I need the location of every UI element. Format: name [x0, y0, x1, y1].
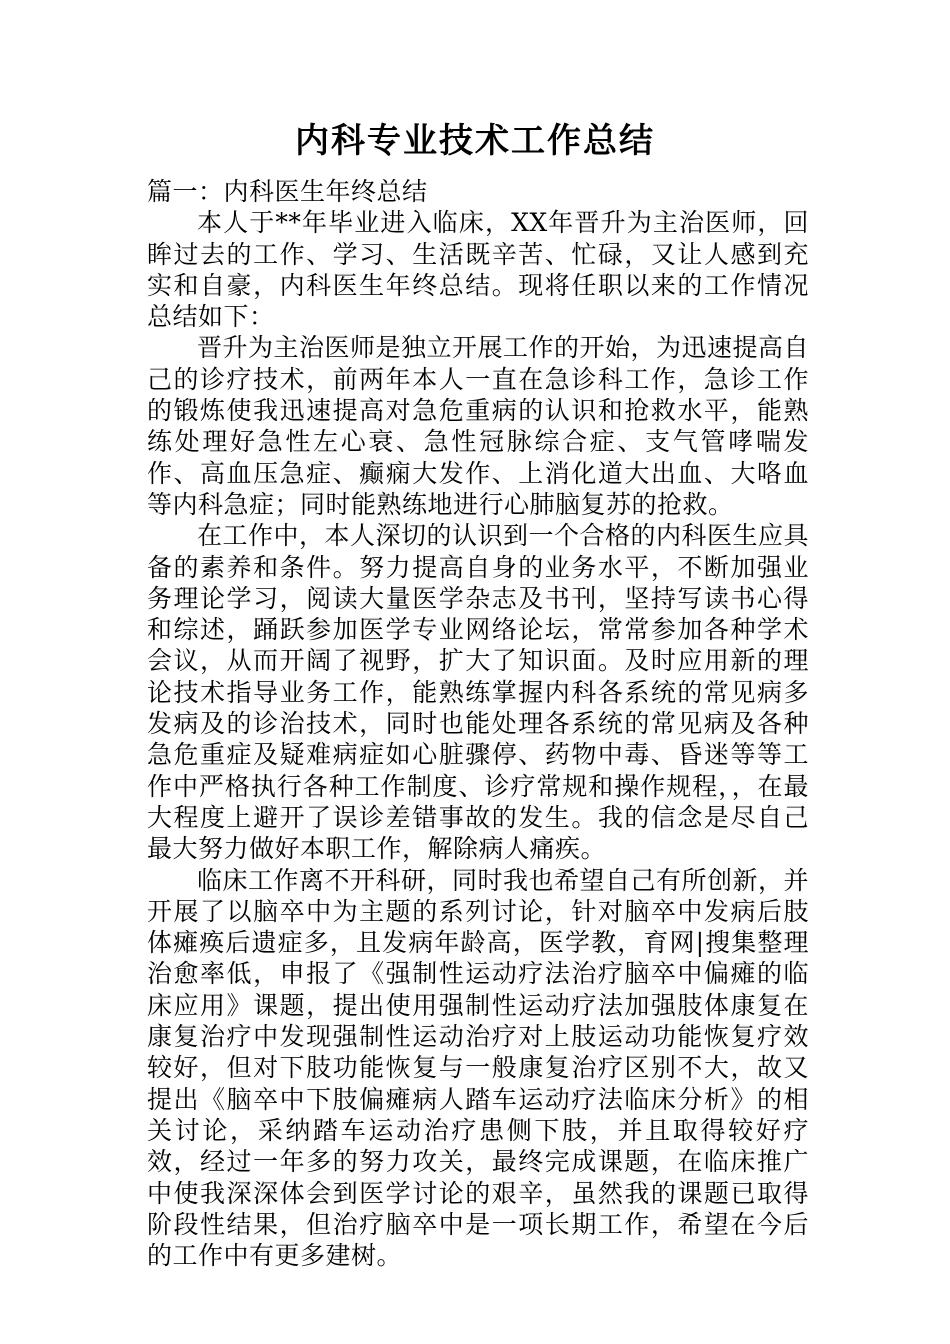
section-heading: 篇一：内科医生年终总结: [147, 177, 428, 206]
paragraph-4: 临床工作离不开科研，同时我也希望自己有所创新，并开展了以脑卒中为主题的系列讨论，针对脑卒中发病后肢体瘫痪后遗症多，且发病年龄高，医学教，育网|搜集整理治愈率低，申报了《强制性运动疗法治疗脑卒中偏瘫的临床应用》课题，提出使用强制性运动疗法加强肢体康复在康复治疗中发现强制性运动治疗对上肢运动功能恢复疗效较好，但对下肢功能恢复与一般康复治疗区别不大，故又提出《脑卒中下肢偏瘫病人踏车运动疗法临床分析》的相关讨论，采纳踏车运动治疗患侧下肢，并且取得较好疗效，经过一年多的努力攻关，最终完成课题，在临床推广中使我深深体会到医学讨论的艰辛，虽然我的课题已取得阶段性结果，但治疗脑卒中是一项长期工作，希望在今后的工作中有更多建树。: [147, 865, 810, 1271]
document-body: [147, 176, 809, 1271]
document-title: 内科专业技术工作总结: [295, 121, 655, 161]
paragraph-2: 晋升为主治医师是独立开展工作的开始，为迅速提高自己的诊疗技术，前两年本人一直在急诊科工作，急诊工作的锻炼使我迅速提高对急危重病的认识和抢救水平，能熟练处理好急性左心衰、急性冠脉综合症、支气管哮喘发作、高血压急症、癫痫大发作、上消化道大出血、大咯血等内科急症；同时能熟练地进行心肺脑复苏的抢救。: [147, 333, 810, 519]
paragraph-1: 本人于**年毕业进入临床，XX年晋升为主治医师，回眸过去的工作、学习、生活既辛苦、忙碌，又让人感到充实和自豪，内科医生年终总结。现将任职以来的工作情况总结如下：: [147, 208, 809, 332]
paragraph-3: 在工作中，本人深切的认识到一个合格的内科医生应具备的素养和条件。努力提高自身的业务水平，不断加强业务理论学习，阅读大量医学杂志及书刊，坚持写读书心得和综述，踊跃参加医学专业网络论坛，常常参加各种学术会议，从而开阔了视野，扩大了知识面。及时应用新的理论技术指导业务工作，能熟练掌握内科各系统的常见病多发病及的诊治技术，同时也能处理各系统的常见病及各种急危重症及疑难病症如心脏骤停、药物中毒、昏迷等等工作中严格执行各种工作制度、诊疗常规和操作规程，，在最大程度上避开了误诊差错事故的发生。我的信念是尽自己最大努力做好本职工作，解除病人痛疾。: [147, 521, 810, 864]
